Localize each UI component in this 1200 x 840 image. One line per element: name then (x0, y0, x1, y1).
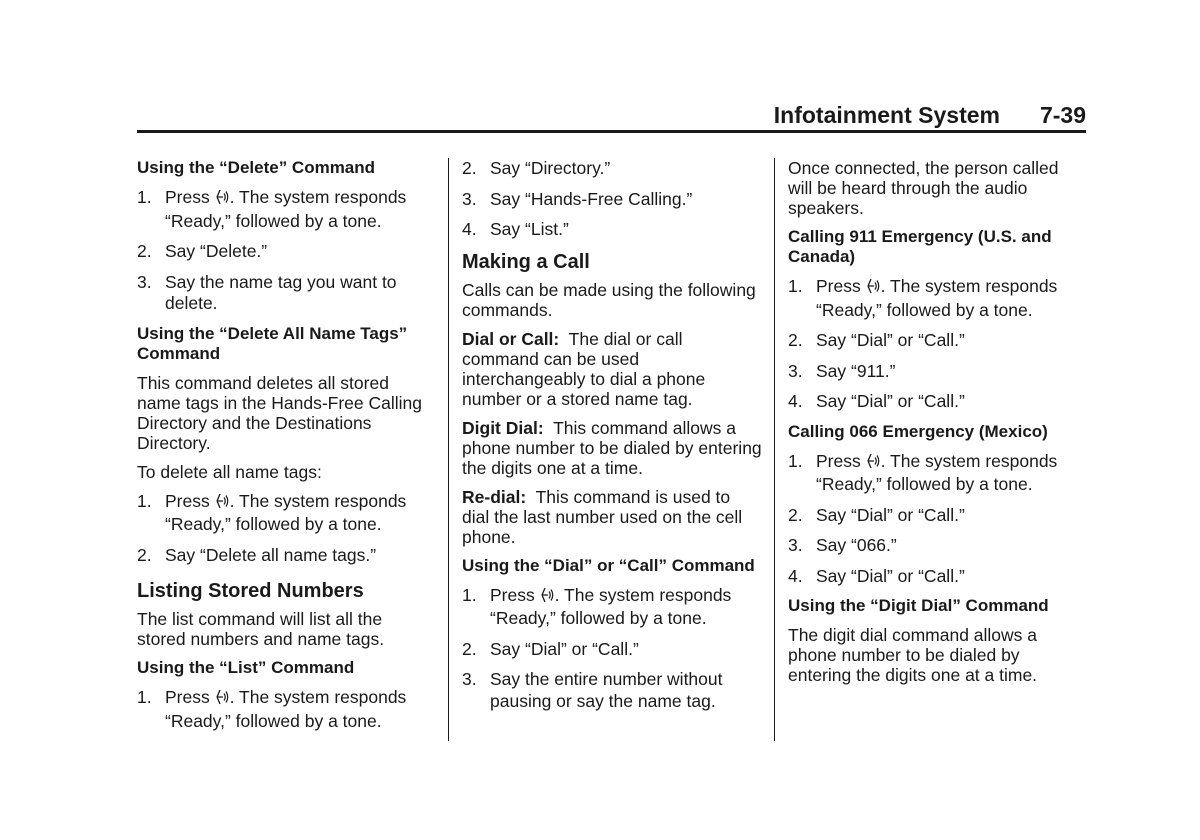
subheading-066: Calling 066 Emergency (Mexico) (788, 421, 1048, 441)
step-text-pre: Press (165, 687, 210, 707)
step-number: 1. (788, 276, 803, 296)
column-divider (774, 158, 775, 741)
column-divider (448, 158, 449, 741)
step-text (490, 585, 762, 630)
step-number: 3. (462, 669, 477, 689)
step-number: 3. (788, 535, 803, 555)
step-text-pre: Press (165, 187, 210, 207)
step-text: Say “Delete all name tags.” (165, 544, 377, 565)
list-item (137, 545, 429, 567)
step-number: 1. (137, 490, 152, 511)
subheading-dial-call: Using the “Dial” or “Call” Command (462, 555, 755, 575)
push-to-talk-icon (867, 453, 880, 475)
column-middle (462, 158, 762, 721)
paragraph-delete-all: This command deletes all stored name tags in the Hands-Free Calling Directory and the Destinations Directory. (137, 372, 423, 453)
step-number: 2. (137, 241, 152, 261)
step-number: 2. (788, 504, 803, 525)
subheading-list: Using the “List” Command (137, 658, 355, 677)
paragraph-listing: The list command will list all the stored numbers and name tags. (137, 609, 385, 649)
list-item (788, 505, 1086, 527)
step-text-post: . The system responds “Ready,” followed by a tone. (165, 187, 407, 231)
step-text-pre: Press (816, 450, 861, 471)
step-text-post: . The system responds “Ready,” followed by a tone. (165, 490, 407, 534)
step-number: 3. (137, 271, 152, 292)
list-item (788, 451, 1086, 496)
paragraph-delete-intro: To delete all name tags: (137, 461, 322, 482)
step-text-post: . The system responds “Ready,” followed by a tone. (816, 276, 1058, 320)
step-text-pre: Press (816, 276, 861, 296)
list-item (137, 687, 429, 732)
step-number: 3. (788, 360, 803, 381)
step-number: 3. (462, 188, 477, 209)
step-text: Say “911.” (816, 360, 896, 381)
list-item (788, 330, 1086, 352)
e911-steps (788, 276, 1086, 413)
step-number: 4. (788, 565, 803, 586)
step-number: 1. (137, 687, 152, 707)
push-to-talk-icon (541, 587, 554, 609)
step-number: 2. (788, 330, 803, 350)
step-text-pre: Press (165, 490, 210, 511)
column-right (788, 158, 1086, 694)
step-text: Say the name tag you want to delete. (165, 271, 397, 313)
column-left (137, 158, 429, 741)
dial-call-steps (462, 585, 762, 713)
step-text: Say “Dial” or “Call.” (816, 565, 965, 586)
step-text (816, 451, 1086, 496)
subheading-911: Calling 911 Emergency (U.S. and Canada) (788, 227, 1052, 266)
step-number: 2. (462, 158, 477, 178)
list-item (788, 535, 1086, 557)
list-item (788, 276, 1086, 321)
step-number: 1. (788, 450, 803, 471)
text-redial: This command is used to dial the last number used on the cell phone. (462, 486, 743, 547)
step-text: Say “Dial” or “Call.” (490, 638, 639, 659)
subheading-delete: Using the “Delete” Command (137, 158, 376, 177)
paragraph-making-call: Calls can be made using the following commands. (462, 279, 756, 320)
list-item (137, 491, 429, 536)
step-text (165, 491, 429, 536)
step-text: Say “Hands-Free Calling.” (490, 188, 693, 209)
step-text: Say “List.” (490, 219, 569, 239)
page-number: 7-39 (1039, 102, 1086, 128)
list-item (462, 639, 762, 661)
push-to-talk-icon (216, 189, 229, 211)
step-text: Say “Delete.” (165, 241, 268, 261)
paragraph-connected: Once connected, the person called will be heard through the audio speakers. (788, 158, 1059, 218)
list-item (462, 158, 762, 180)
delete-all-steps (137, 491, 429, 567)
step-text: Say “Dial” or “Call.” (816, 391, 965, 411)
step-number: 4. (788, 391, 803, 411)
step-text: Say “Directory.” (490, 158, 611, 178)
step-text: Say the entire number without pausing or say the name tag. (490, 669, 723, 711)
text-dial: The dial or call command can be used interchangeably to dial a phone number or a stored name tag. (462, 328, 706, 409)
step-number: 2. (137, 544, 152, 565)
step-number: 1. (462, 584, 477, 605)
list-item (462, 219, 762, 241)
heading-making-call: Making a Call (462, 250, 590, 273)
list-item (462, 189, 762, 211)
step-number: 2. (462, 638, 477, 659)
step-text-post: . The system responds “Ready,” followed by a tone. (490, 584, 732, 628)
push-to-talk-icon (216, 689, 229, 711)
step-number: 4. (462, 219, 477, 239)
delete-steps (137, 187, 429, 315)
step-text (165, 687, 429, 732)
list-item (137, 187, 429, 232)
list-item (137, 272, 429, 315)
list-item (137, 241, 429, 263)
step-text-post: . The system responds “Ready,” followed by a tone. (816, 450, 1058, 494)
text-digit: This command allows a phone number to be dialed by entering the digits one at a time. (462, 417, 762, 478)
step-text-pre: Press (490, 584, 535, 605)
e066-steps (788, 451, 1086, 588)
paragraph-digit-dial-desc: The digit dial command allows a phone number to be dialed by entering the digits one at a time. (788, 625, 1038, 685)
step-text: Say “066.” (816, 535, 897, 555)
heading-listing: Listing Stored Numbers (137, 580, 364, 602)
page-header (137, 100, 1086, 133)
list-steps-cont (462, 158, 762, 241)
lead-digit: Digit Dial: (462, 417, 544, 438)
push-to-talk-icon (216, 493, 229, 515)
lead-redial: Re-dial: (462, 486, 527, 507)
paragraph-redial (462, 487, 762, 547)
list-item (788, 391, 1086, 413)
list-item (788, 566, 1086, 588)
step-number: 1. (137, 187, 152, 207)
step-text (165, 187, 429, 232)
subheading-delete-all: Using the “Delete All Name Tags” Command (137, 323, 408, 363)
step-text (816, 276, 1086, 321)
list-item (788, 361, 1086, 383)
step-text-post: . The system responds “Ready,” followed by a tone. (165, 687, 407, 731)
push-to-talk-icon (867, 278, 880, 300)
list-steps (137, 687, 429, 732)
step-text: Say “Dial” or “Call.” (816, 330, 965, 350)
list-item (462, 585, 762, 630)
paragraph-digit-dial (462, 418, 762, 478)
section-title: Infotainment System (773, 102, 1000, 128)
step-text: Say “Dial” or “Call.” (816, 504, 965, 525)
list-item (462, 669, 762, 712)
subheading-digit-dial: Using the “Digit Dial” Command (788, 596, 1049, 615)
paragraph-dial (462, 329, 762, 409)
lead-dial: Dial or Call: (462, 328, 560, 349)
